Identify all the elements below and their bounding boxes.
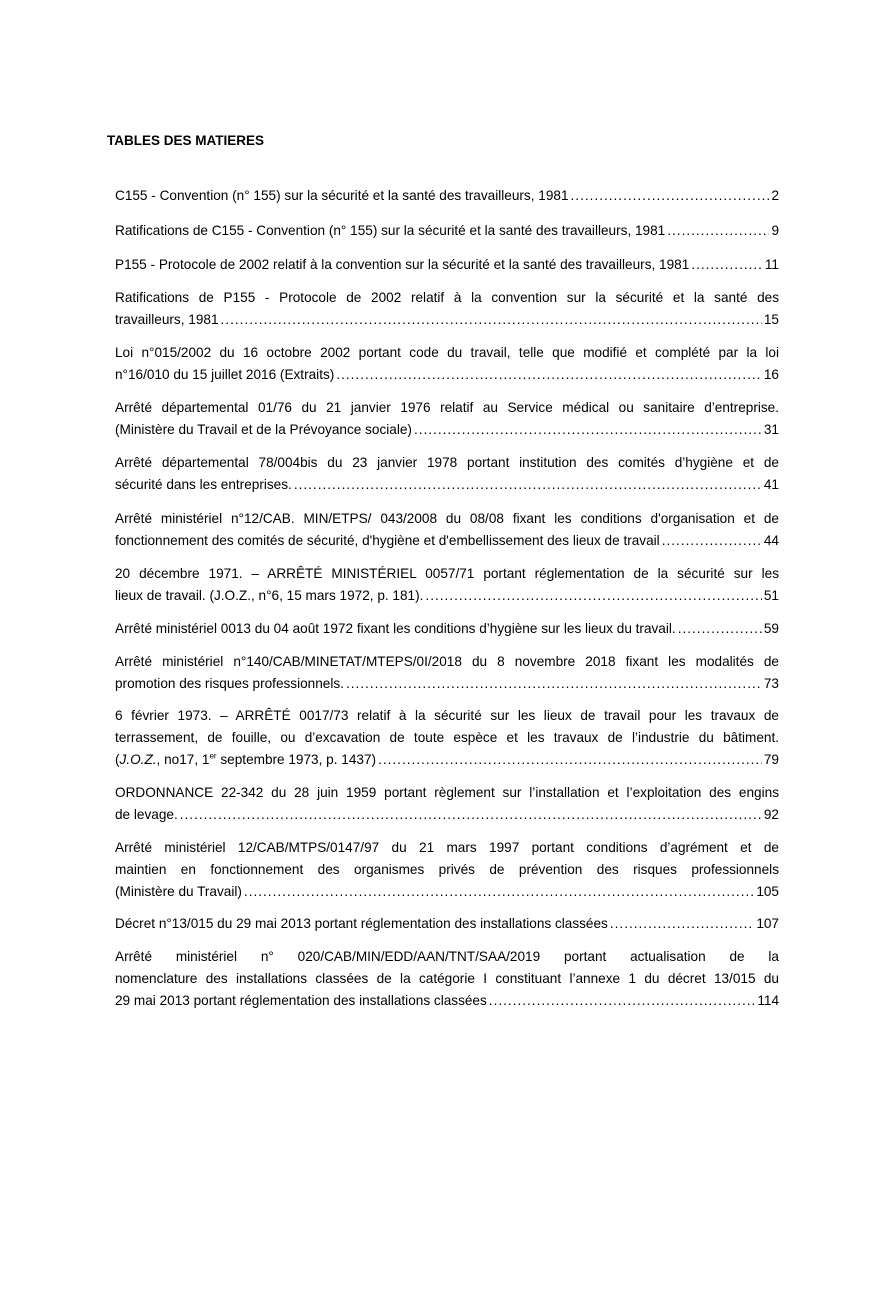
toc-entry-line: Ratifications de P155 - Protocole de 2002 relatif à la convention sur la sécurité et la santé des [115,290,779,305]
toc-entry[interactable] [115,185,779,207]
toc-entry-line [115,364,779,386]
toc-entry[interactable] [115,342,779,386]
toc-page-number: 92 [763,807,779,822]
toc-entry-line [115,673,779,695]
toc-page-number: 107 [756,916,779,931]
toc-entry-line: Arrêté départemental 78/004bis du 23 janvier 1978 portant institution des comités d’hygiène et de [115,455,779,470]
toc-entry-title [115,749,376,771]
dot-leader [294,474,762,496]
toc-entry-title: 29 mai 2013 portant réglementation des installations classées [115,993,487,1008]
toc-page-number: 2 [771,188,779,203]
toc-entry-line: 6 février 1973. – ARRÊTÉ 0017/73 relatif à la sécurité sur les lieux de travail pour les travaux de [115,708,779,723]
toc-entry[interactable] [115,618,779,640]
dot-leader [489,990,756,1012]
toc-page-number: 11 [764,257,779,272]
toc-page-number: 15 [763,312,779,327]
toc-entry-title: C155 - Convention (n° 155) sur la sécurité et la santé des travailleurs, 1981 [115,188,569,203]
toc-entry-title: (Ministère du Travail et de la Prévoyance sociale) [115,422,412,437]
toc-entry-title: de levage. [115,807,178,822]
toc-ref-journal: J.O.Z. [119,752,157,767]
toc-entry-line [115,618,779,640]
toc-entry-title: n°16/010 du 15 juillet 2016 (Extraits) [115,367,335,382]
toc-entry-line: nomenclature des installations classées de la catégorie I constituant l’annexe 1 du décret 13/015 du [115,971,779,986]
toc-entry-line [115,254,779,276]
toc-entry-title: (Ministère du Travail) [115,884,242,899]
dot-leader [691,254,763,276]
toc-entry-title: fonctionnement des comités de sécurité, d'hygiène et d'embellissement des lieux de travail [115,533,660,548]
toc-entry-line: Arrêté départemental 01/76 du 21 janvier 1976 relatif au Service médical ou sanitaire d’entreprise. [115,400,779,415]
toc-ref-open: ( [115,752,120,767]
toc-page-number: 79 [763,752,779,767]
toc-entry-line [115,309,779,331]
toc-page-number: 31 [763,422,779,437]
toc-entry-line: Arrêté ministériel 12/CAB/MTPS/0147/97 du 21 mars 1997 portant conditions d’agrément et de [115,840,779,855]
toc-entry-line: Arrêté ministériel n° 020/CAB/MIN/EDD/AAN/TNT/SAA/2019 portant actualisation de la [115,949,779,964]
toc-entry[interactable] [115,563,779,607]
toc-entry-line [115,185,779,207]
toc-entry[interactable] [115,397,779,441]
toc-page-number: 73 [763,676,779,691]
toc-page-number: 59 [763,621,779,636]
toc-entry[interactable] [115,946,779,1012]
toc-ref-number: , no17, 1 [156,752,210,767]
toc-entry[interactable] [115,220,779,242]
toc-entry-title: travailleurs, 1981 [115,312,219,327]
toc-entry-line: 20 décembre 1971. – ARRÊTÉ MINISTÉRIEL 0057/71 portant réglementation de la sécurité sur les [115,566,779,581]
toc-entry[interactable] [115,913,779,935]
dot-leader [378,749,762,771]
toc-page-number: 44 [763,533,779,548]
toc-entry-line [115,881,779,903]
dot-leader [346,673,762,695]
dot-leader [678,618,762,640]
dot-leader [571,185,770,207]
toc-entry-line [115,804,779,826]
dot-leader [610,913,754,935]
toc-entry-line [115,749,779,771]
toc-entry-line: Arrêté ministériel n°140/CAB/MINETAT/MTEPS/0I/2018 du 8 novembre 2018 fixant les modalités de [115,654,779,669]
toc-page-number: 9 [771,223,779,238]
toc-entry-line [115,530,779,552]
toc-entry[interactable] [115,837,779,903]
toc-entry-line [115,585,779,607]
toc-entry-line [115,220,779,242]
dot-leader [180,804,762,826]
toc-entry-line [115,913,779,935]
toc-entry[interactable] [115,705,779,771]
toc-entry-line [115,990,779,1012]
toc-entry-line: Arrêté ministériel n°12/CAB. MIN/ETPS/ 043/2008 du 08/08 fixant les conditions d'organisation et de [115,511,779,526]
toc-entry-line [115,474,779,496]
toc-page-number: 114 [757,993,779,1008]
toc-entry[interactable] [115,452,779,496]
toc-heading: TABLES DES MATIERES [107,133,265,148]
toc-entry[interactable] [115,254,779,276]
toc-page-number: 51 [763,588,779,603]
toc-entry-title: Arrêté ministériel 0013 du 04 août 1972 fixant les conditions d’hygiène sur les lieux du travail. [115,621,676,636]
toc-ref-date: septembre 1973, p. 1437) [216,752,377,767]
toc-entry[interactable] [115,287,779,331]
toc-ref-sup: er [209,751,217,761]
toc-page-number: 41 [763,477,779,492]
dot-leader [221,309,762,331]
dot-leader [662,530,762,552]
dot-leader [414,419,762,441]
toc-entry-title: sécurité dans les entreprises. [115,477,292,492]
toc-entry[interactable] [115,651,779,695]
toc-page-number: 16 [763,367,779,382]
toc-page-number: 105 [756,884,779,899]
toc-entry-title: lieux de travail. (J.O.Z., n°6, 15 mars 1972, p. 181). [115,588,424,603]
toc-entry-title: promotion des risques professionnels. [115,676,344,691]
toc-entry-title: Décret n°13/015 du 29 mai 2013 portant réglementation des installations classées [115,916,608,931]
toc-entry-line: ORDONNANCE 22-342 du 28 juin 1959 portant règlement sur l’installation et l’exploitation des engins [115,785,779,800]
dot-leader [336,364,762,386]
toc-entry-title: Ratifications de C155 - Convention (n° 155) sur la sécurité et la santé des travailleurs, 1981 [115,223,666,238]
toc-entry-line: maintien en fonctionnement des organismes privés de prévention des risques professionnels [115,862,779,877]
dot-leader [667,220,769,242]
toc-entry[interactable] [115,782,779,826]
toc-entry-title: P155 - Protocole de 2002 relatif à la convention sur la sécurité et la santé des travailleurs, 1981 [115,257,690,272]
dot-leader [425,585,761,607]
toc-entry[interactable] [115,508,779,552]
toc-entry-line [115,419,779,441]
toc-entry-line: terrassement, de fouille, ou d’excavation de toute espèce et les travaux de l’industrie du bâtiment. [115,730,779,745]
dot-leader [244,881,754,903]
toc-entry-line: Loi n°015/2002 du 16 octobre 2002 portant code du travail, telle que modifié et complété par la loi [115,345,779,360]
